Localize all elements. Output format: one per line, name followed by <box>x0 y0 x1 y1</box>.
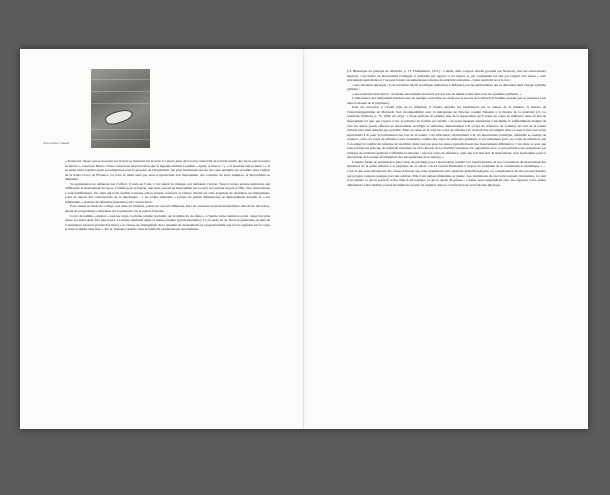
paragraph: Sa permanence ne demande pas d’effort. Il reste en l’état. C’est plutôt le changer, qui demande l’action. Nous n’avons aucune indication qui différencie le mouvement du repos. Comme pour le bateau, que nous soyons en mouvement sur la terre est souvent de peu d’effet. Nos observations y sont indifférentes. Un objet qui n’est soumis à aucune action externe conserve sa vitesse. Inertie est cette propriété de résistance au changement, point de départ des constructions de la mécanique : « les points matériels » (objets de petites dimensions) en déplacements inertiels et « les référentiels » (solides de référence) inertiels pour l’observation. <box>65 181 270 204</box>
right-page <box>304 49 588 429</box>
paragraph: La loi de Galilée « énonce « tous les corps, la plume comme le plomb, ont la même loi de chute ». L’inertie varie comme le poids : deux fois plus inerte est aussi deux fois plus lourd. La masse inertielle égale la masse pesante (gravitationnelle). La seconde loi de Newton généralise au-delà de l’expérience terrestre (traduction libre) « la vitesse de changement de la quantité de mouvement est proportionnelle aux forces agissant sur le corps et dans la même direction ». M.-A. Tonnelat résume ainsi la relativité en mécanique newtonienne <box>65 213 270 232</box>
left-page <box>20 49 304 429</box>
book-spread <box>20 49 588 429</box>
paragraph: (cf. Historique du principe de relativité, p. 73, Flammarion, 1971) : « Ainsi, dans l’espace absolu [postulé par Newton], tous les observateurs inertiels, c’est-à-dire en mouvement rectiligne et uniforme par rapport à cet espace et, par conséquent les uns par rapport aux autres « sont strictement équivalents et l’on peut fonder un authentique principe de relativité restreinte... Cette relativité est à la fois : <box>347 69 546 83</box>
paragraph: L’inertie forme de permanence dans l’état, de privilège pour l’observation conduit à la transformation de nos conceptions du mouvement des situations de la petite enfance à la physique de ce siècle. Citons Gaston Bachelard à propos du problème de la connaissance scientifique « ... c’est là que nous décelerons des causes d’inertie que nous appellerons des obstacles épistémologiques. La connaissance du réel est une lumière qui projette toujours quelque part des ombres. Elle n’est jamais immédiate et pleine. Les révélations du réel sont toujours récurrentes. Le réel n’est jamais ce qu’on pourrait croire mais il est toujours ce qu’on aurait dû penser... « Ainsi, nous apprendrons avec nos rapports à nos quatre dimensions à être mobile et doué de mémoire au prix de ruptures dans la construction de notre monde physique. <box>347 159 546 187</box>
boat-photo <box>91 69 150 148</box>
paragraph: « une relativité descriptive : un même mouvement est décrit par des lois de même forme dans tous les systèmes galiléens. » <box>352 91 522 96</box>
paragraph: « une relativité physique : le mouvement relatif (rectiligne uniforme) n’influence pas les phénomènes qui se déroulent dans chaque système galiléen ; <box>347 82 546 92</box>
right-body-text <box>347 69 546 187</box>
paragraph: L’importance des référentiels inertiels sera en quelque sorte mise en avant par le succès de la théorie (l’homme pensait peu sa présence à lui dans le monde de la physique). <box>347 96 546 105</box>
left-body-text <box>65 159 270 232</box>
paragraph: « Toutes les choses qui se trouvent sur la terre se meuvent sur la terre. La pierre jetée de la barre redescend au fond de quelle que façon que le navire se meuve », Giordano Bruno. Nous conservons aussi les mots que la légende attribue à Galilée « eppur, si muove ! », « et pourtant elle se meut ! ». Il se serait ainsi exprimé après son abjuration sous la pression de l’Inquisition. On peut maintenant encore lire cette épitaphe sur sa tombe dans l’église de la Santa Croce de Florence. La terre se meut sans que nous n’éprouvions son mouvement. Au contraire de notre intuition, le mouvement se maintient. <box>65 159 270 182</box>
paragraph: Pour les retrouver à l’avant plan de la réflexion, il faudra attendre les expériences sur la vitesse de la lumière, la théorie de l’électromagnétisme de Maxwell. Son incompatibilité avec la mécanique de Newton conduit Einstein à la théorie de la relativité (cf. La relativité, Einstein, p. 73, 1956, éd. pbp) : « Nous partions en premier lieu de la supposition qu’il existe un corps de référence dans un état de mouvement tel que, par rapport à lui, le principe de Galilée est valable : un point matériel abandonné à lui-même et suffisamment éloigné de tous les autres points effectue un mouvement rectiligne et uniforme. Relativement à K (corps de référence de Galilée), les lois de la nature doivent être aussi simples que possible. Mais en outre de K tous les corps de référence K' doivent être privilégiés dans ce sens et être tout à fait équivalents à K pour la formulation des lois de la nature, s’ils effectuent, relativement à K, un mouvement rectiligne, uniforme et exempt de rotation ; tous ces corps de référence sont considérés comme des corps de référence galiléens. C’est seulement pour ces corps de référence que l’on admet la validité du principe de relativité, mais non pas pour les autres (qui effectuent des mouvements différents). C’est dans ce sens que nous parlons du principe de relativité restreinte ou de la théorie de la relativité restreinte. En opposition avec ce qui précède nous entendrons par principe de relativité générale l’affirmation suivante : tous les corps de référence, quel que soit leur état de mouvement, sont équivalents pour la description de la nature (formulation des lois générales de la nature). » <box>347 105 546 160</box>
paragraph: Pour autant un mode de collage, une suite de citations, points de vue très différents, hors de contextes souvent irréductibles. Des mots, des échos, autant de propositions construites sur la puissance de la notion d’inertie. <box>65 204 270 214</box>
photo-caption: Jean-Louis Chazal <box>43 141 70 145</box>
boat-icon <box>104 107 134 127</box>
